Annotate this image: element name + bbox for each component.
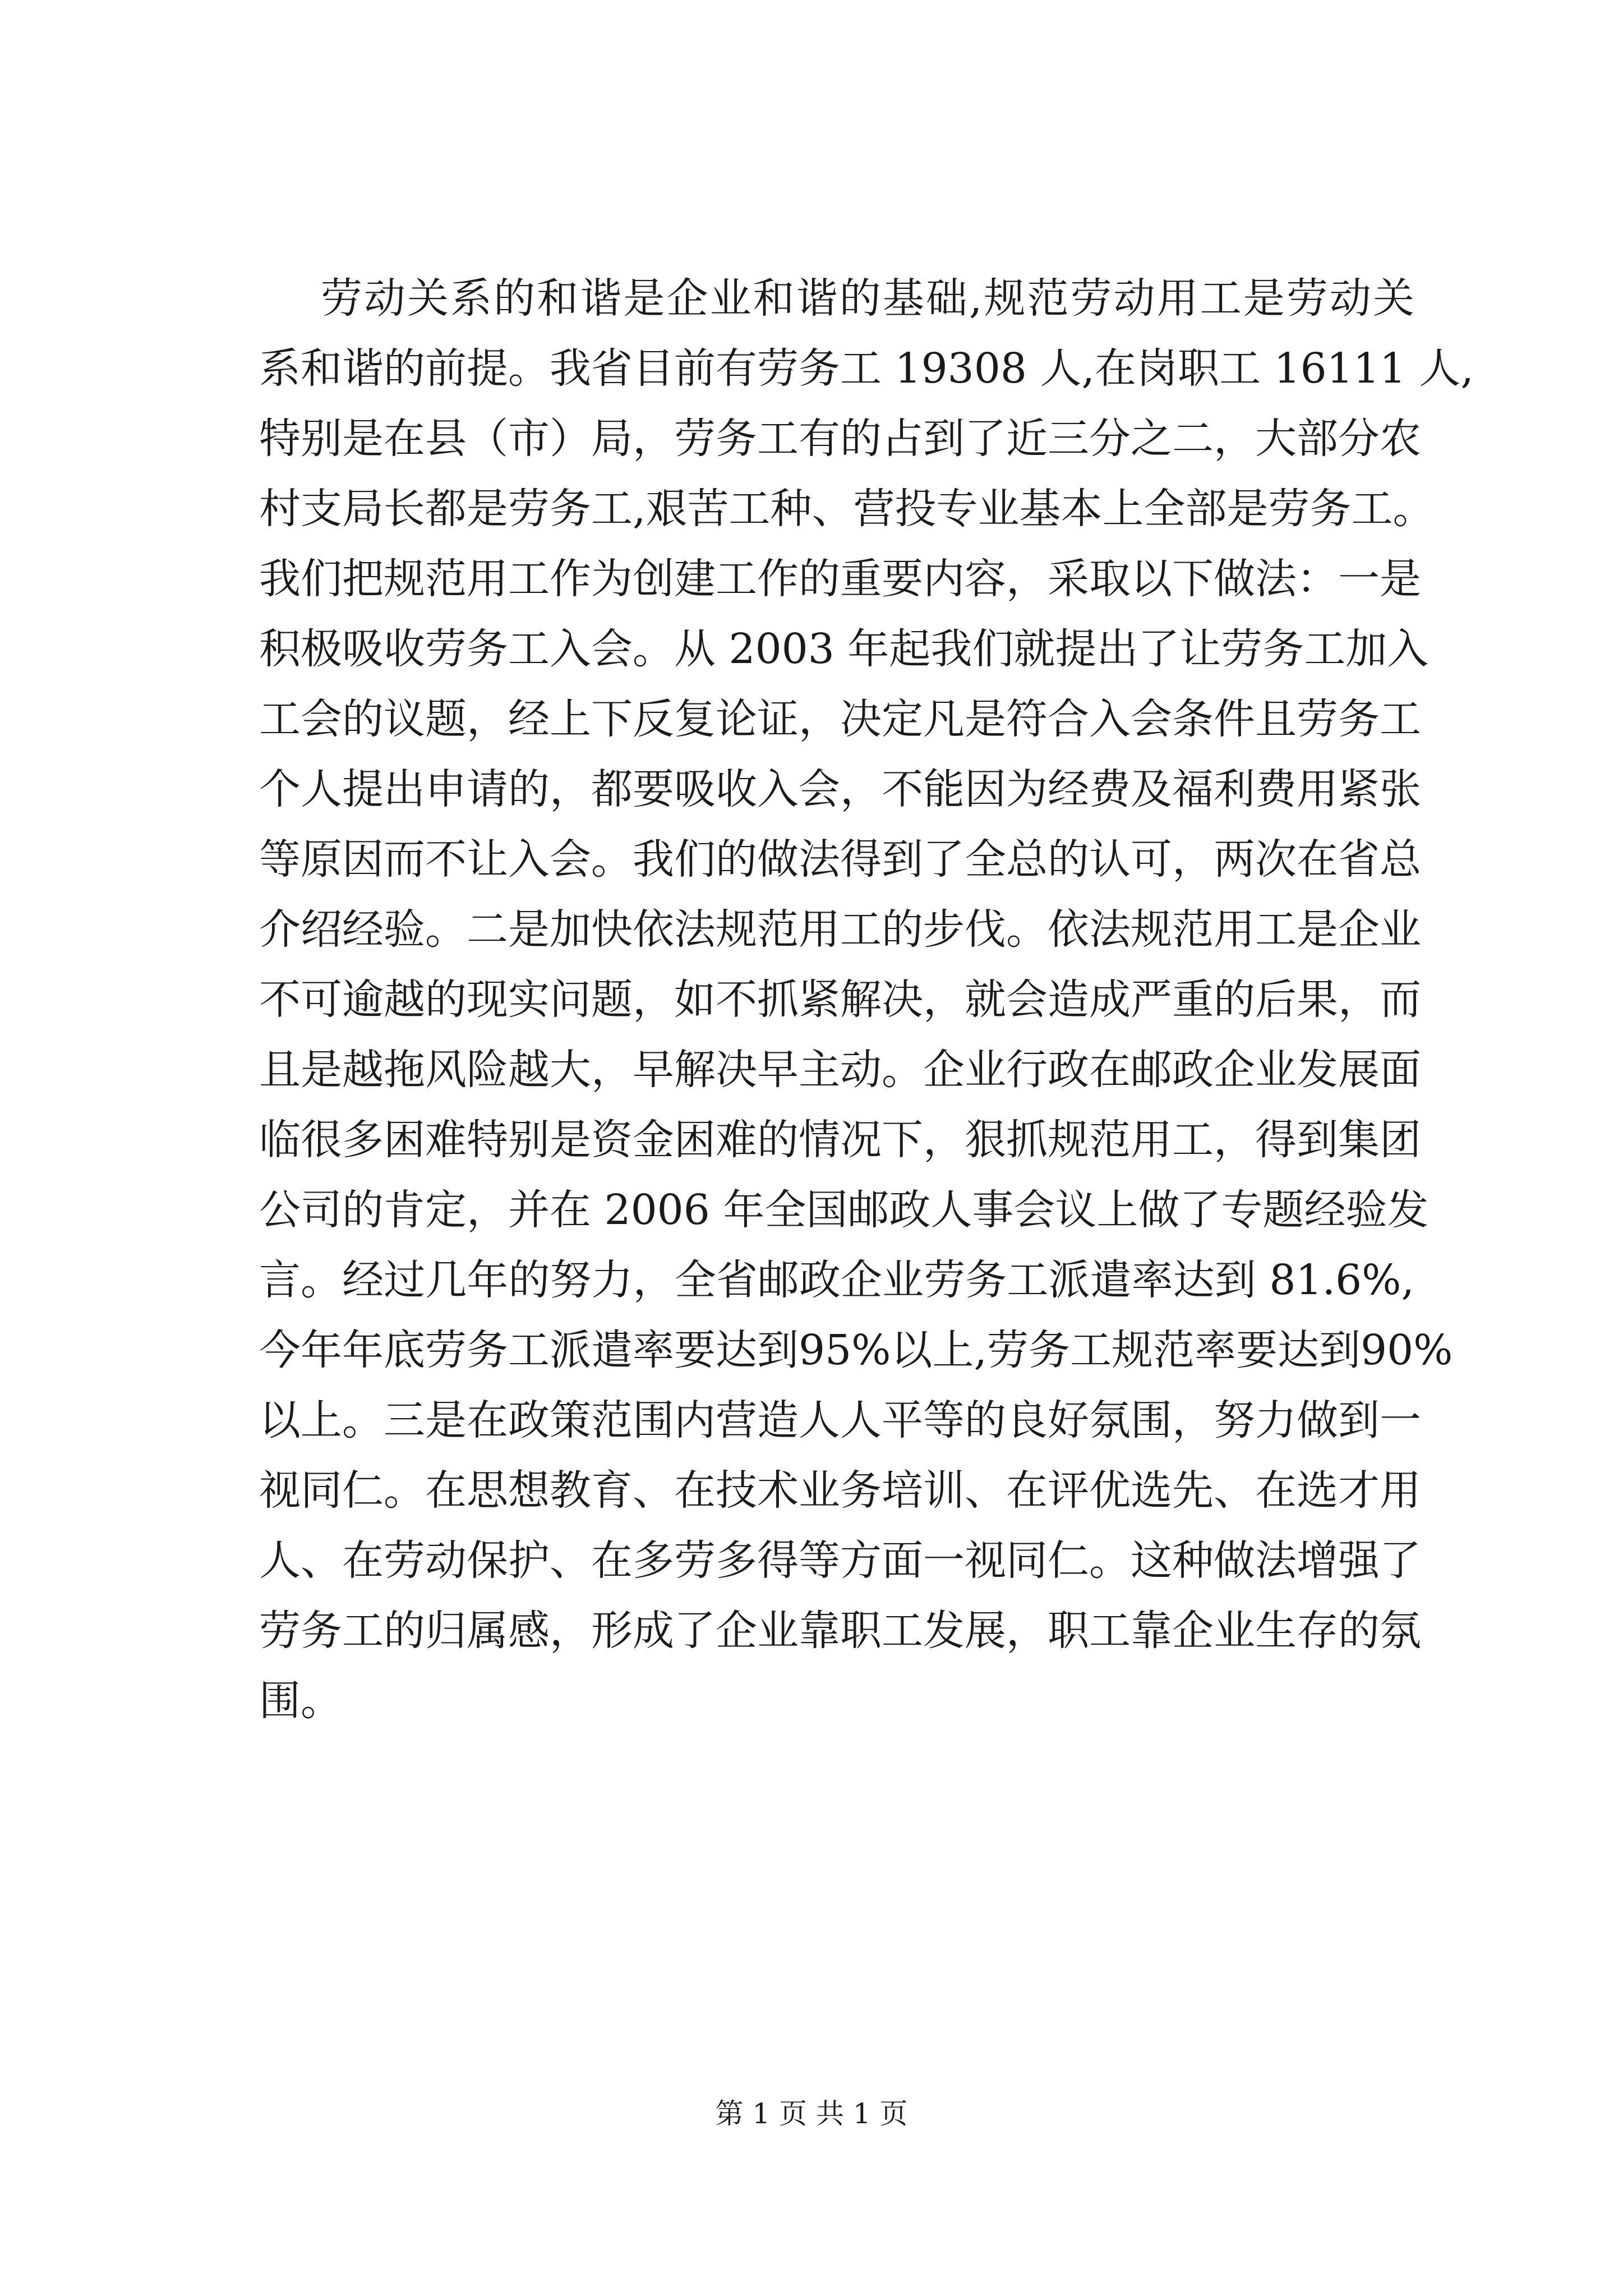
text-line: 我们把规范用工作为创建工作的重要内容，采取以下做法：一是 [259,555,1421,603]
text-line: 特别是在县（市）局，劳务工有的占到了近三分之二，大部分农 [259,415,1421,463]
text-line: 临很多困难特别是资金困难的情况下，狠抓规范用工，得到集团 [259,1116,1421,1164]
text-line: 等原因而不让入会。我们的做法得到了全总的认可，两次在省总 [259,835,1421,884]
text-line: 围。 [259,1677,342,1725]
text-line: 个人提出申请的，都要吸收入会，不能因为经费及福利费用紧张 [259,765,1421,813]
text-line: 劳务工的归属感，形成了企业靠职工发展，职工靠企业生存的氛 [259,1607,1421,1655]
text-line: 今年年底劳务工派遣率要达到95%以上,劳务工规范率要达到90% [259,1326,1453,1374]
text-line: 人、在劳动保护、在多劳多得等方面一视同仁。这种做法增强了 [259,1536,1421,1585]
text-line: 劳动关系的和谐是企业和谐的基础,规范劳动用工是劳动关 [321,274,1414,323]
page-number-footer: 第 1 页 共 1 页 [715,2097,908,2130]
text-line: 公司的肯定，并在 2006 年全国邮政人事会议上做了专题经验发 [259,1186,1429,1234]
text-line: 村支局长都是劳务工,艰苦工种、营投专业基本上全部是劳务工。 [259,485,1435,533]
text-line: 系和谐的前提。我省目前有劳务工 19308 人,在岗职工 16111 人, [259,344,1474,393]
text-line: 以上。三是在政策范围内营造人人平等的良好氛围，努力做到一 [259,1396,1421,1444]
text-line: 介绍经验。二是加快依法规范用工的步伐。依法规范用工是企业 [259,905,1421,954]
body-paragraph [259,264,1474,1736]
text-line: 不可逾越的现实问题，如不抓紧解决，就会造成严重的后果，而 [259,976,1421,1024]
text-line: 言。经过几年的努力，全省邮政企业劳务工派遣率达到 81.6%, [259,1256,1414,1304]
text-line: 工会的议题，经上下反复论证，决定凡是符合入会条件且劳务工 [259,695,1421,743]
text-line: 视同仁。在思想教育、在技术业务培训、在评优选先、在选才用 [259,1466,1421,1515]
text-line: 且是越拖风险越大，早解决早主动。企业行政在邮政企业发展面 [259,1046,1421,1094]
text-line: 积极吸收劳务工入会。从 2003 年起我们就提出了让劳务工加入 [259,625,1429,673]
